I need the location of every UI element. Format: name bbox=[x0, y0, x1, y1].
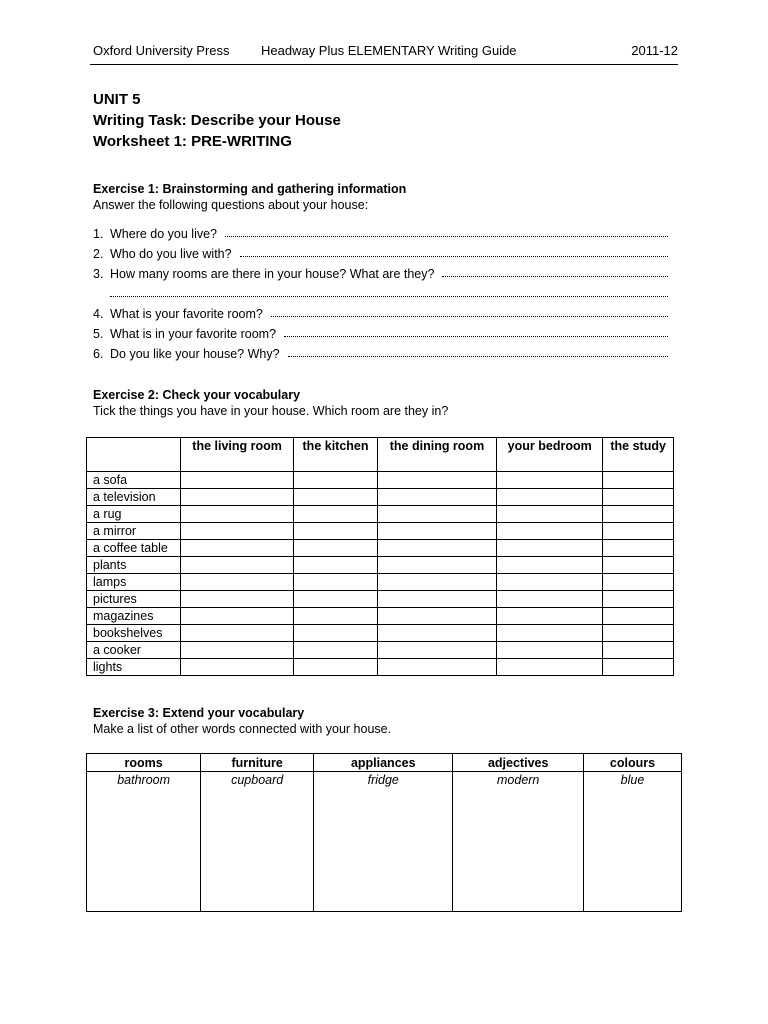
tick-cell[interactable] bbox=[294, 574, 378, 591]
tick-cell[interactable] bbox=[603, 591, 674, 608]
table-row bbox=[87, 659, 674, 676]
exercise3-instruction: Make a list of other words connected with your house. bbox=[93, 722, 392, 736]
table-row bbox=[87, 574, 674, 591]
tick-cell[interactable] bbox=[497, 608, 603, 625]
column-header: colours bbox=[583, 754, 681, 772]
item-label: a rug bbox=[87, 506, 181, 523]
question-number: 6. bbox=[93, 347, 104, 361]
tick-cell[interactable] bbox=[497, 540, 603, 557]
table-row bbox=[87, 591, 674, 608]
tick-cell[interactable] bbox=[377, 489, 496, 506]
column-header: the dining room bbox=[377, 438, 496, 472]
tick-cell[interactable] bbox=[181, 591, 294, 608]
question-text: Where do you live? bbox=[110, 227, 218, 241]
exercise3-header bbox=[93, 705, 391, 737]
tick-cell[interactable] bbox=[603, 540, 674, 557]
tick-cell[interactable] bbox=[497, 523, 603, 540]
tick-cell[interactable] bbox=[603, 625, 674, 642]
column-header: the living room bbox=[181, 438, 294, 472]
tick-cell[interactable] bbox=[603, 557, 674, 574]
tick-cell[interactable] bbox=[603, 659, 674, 676]
tick-cell[interactable] bbox=[377, 506, 496, 523]
column-header: your bedroom bbox=[497, 438, 603, 472]
table-row bbox=[87, 540, 674, 557]
tick-cell[interactable] bbox=[294, 489, 378, 506]
question-text: What is in your favorite room? bbox=[110, 327, 277, 341]
vocabulary-table bbox=[86, 437, 674, 676]
example-word: modern bbox=[497, 773, 540, 787]
tick-cell[interactable] bbox=[497, 642, 603, 659]
tick-cell[interactable] bbox=[603, 523, 674, 540]
tick-cell[interactable] bbox=[603, 574, 674, 591]
table-row bbox=[87, 642, 674, 659]
question-5 bbox=[93, 321, 668, 341]
column-header: the kitchen bbox=[294, 438, 378, 472]
tick-cell[interactable] bbox=[294, 642, 378, 659]
item-label: a coffee table bbox=[87, 540, 181, 557]
tick-cell[interactable] bbox=[294, 523, 378, 540]
tick-cell[interactable] bbox=[497, 506, 603, 523]
tick-cell[interactable] bbox=[377, 540, 496, 557]
exercise1-title: Exercise 1: Brainstorming and gathering information bbox=[93, 182, 407, 196]
column-header: furniture bbox=[201, 754, 314, 772]
question-number: 4. bbox=[93, 307, 104, 321]
tick-cell[interactable] bbox=[294, 659, 378, 676]
exercise3-title: Exercise 3: Extend your vocabulary bbox=[93, 706, 305, 720]
table-row bbox=[87, 506, 674, 523]
item-label: a cooker bbox=[87, 642, 181, 659]
tick-cell[interactable] bbox=[497, 472, 603, 489]
tick-cell[interactable] bbox=[377, 625, 496, 642]
tick-cell[interactable] bbox=[181, 506, 294, 523]
example-word: bathroom bbox=[117, 773, 171, 787]
tick-cell[interactable] bbox=[181, 642, 294, 659]
word-column[interactable] bbox=[87, 772, 201, 912]
question-number: 1. bbox=[93, 227, 104, 241]
tick-cell[interactable] bbox=[294, 591, 378, 608]
tick-cell[interactable] bbox=[294, 557, 378, 574]
tick-cell[interactable] bbox=[377, 472, 496, 489]
answer-line[interactable] bbox=[110, 295, 668, 297]
item-label: pictures bbox=[87, 591, 181, 608]
answer-line[interactable] bbox=[288, 355, 668, 357]
task-title: Writing Task: Describe your House bbox=[93, 112, 341, 129]
question-list bbox=[93, 221, 668, 361]
question-number: 2. bbox=[93, 247, 104, 261]
tick-cell[interactable] bbox=[497, 591, 603, 608]
item-label: lights bbox=[87, 659, 181, 676]
year-label: 2011-12 bbox=[631, 43, 678, 58]
tick-cell[interactable] bbox=[294, 625, 378, 642]
item-label: bookshelves bbox=[87, 625, 181, 642]
item-label: plants bbox=[87, 557, 181, 574]
table-row bbox=[87, 557, 674, 574]
tick-cell[interactable] bbox=[181, 659, 294, 676]
question-1 bbox=[93, 221, 668, 241]
tick-cell[interactable] bbox=[377, 574, 496, 591]
question-text: What is your favorite room? bbox=[110, 307, 263, 321]
tick-cell[interactable] bbox=[294, 540, 378, 557]
question-text: How many rooms are there in your house? What are they? bbox=[110, 267, 435, 281]
tick-cell[interactable] bbox=[294, 608, 378, 625]
exercise1-instruction: Answer the following questions about your house: bbox=[93, 198, 369, 212]
tick-cell[interactable] bbox=[181, 523, 294, 540]
column-header: adjectives bbox=[453, 754, 584, 772]
tick-cell[interactable] bbox=[603, 489, 674, 506]
tick-cell[interactable] bbox=[181, 574, 294, 591]
question-text: Who do you live with? bbox=[110, 247, 232, 261]
tick-cell[interactable] bbox=[181, 608, 294, 625]
answer-line[interactable] bbox=[442, 275, 668, 277]
table-row bbox=[87, 472, 674, 489]
tick-cell[interactable] bbox=[377, 557, 496, 574]
table-row bbox=[87, 608, 674, 625]
table-row bbox=[87, 489, 674, 506]
table-row bbox=[87, 523, 674, 540]
answer-line[interactable] bbox=[225, 235, 668, 237]
tick-cell[interactable] bbox=[377, 591, 496, 608]
tick-cell[interactable] bbox=[603, 472, 674, 489]
word-column[interactable] bbox=[314, 772, 453, 912]
item-label: lamps bbox=[87, 574, 181, 591]
table-row bbox=[87, 625, 674, 642]
item-label: a mirror bbox=[87, 523, 181, 540]
column-header: the study bbox=[603, 438, 674, 472]
tick-cell[interactable] bbox=[181, 489, 294, 506]
question-text: Do you like your house? Why? bbox=[110, 347, 280, 361]
tick-cell[interactable] bbox=[181, 472, 294, 489]
answer-line[interactable] bbox=[284, 335, 668, 337]
tick-cell[interactable] bbox=[377, 659, 496, 676]
tick-cell[interactable] bbox=[294, 506, 378, 523]
header-rule bbox=[90, 64, 678, 65]
answer-line[interactable] bbox=[240, 255, 668, 257]
title-block bbox=[93, 89, 341, 152]
tick-cell[interactable] bbox=[497, 557, 603, 574]
exercise2-instruction: Tick the things you have in your house. Which room are they in? bbox=[93, 404, 449, 418]
worksheet-title: Worksheet 1: PRE-WRITING bbox=[93, 133, 292, 150]
item-label: a sofa bbox=[87, 472, 181, 489]
tick-cell[interactable] bbox=[497, 489, 603, 506]
tick-cell[interactable] bbox=[377, 642, 496, 659]
column-header: appliances bbox=[314, 754, 453, 772]
corner-cell bbox=[87, 438, 181, 472]
tick-cell[interactable] bbox=[294, 472, 378, 489]
tick-cell[interactable] bbox=[497, 625, 603, 642]
word-list-body-row bbox=[87, 772, 682, 912]
question-3-continuation bbox=[93, 281, 668, 301]
page-header bbox=[93, 43, 678, 63]
column-header: rooms bbox=[87, 754, 201, 772]
tick-cell[interactable] bbox=[377, 523, 496, 540]
item-label: magazines bbox=[87, 608, 181, 625]
vocabulary-header-row bbox=[87, 438, 674, 472]
question-4 bbox=[93, 301, 668, 321]
word-column[interactable] bbox=[453, 772, 584, 912]
example-word: fridge bbox=[367, 773, 399, 787]
question-2 bbox=[93, 241, 668, 261]
book-title: Headway Plus ELEMENTARY Writing Guide bbox=[261, 43, 517, 58]
exercise2-header bbox=[93, 387, 448, 419]
tick-cell[interactable] bbox=[603, 642, 674, 659]
tick-cell[interactable] bbox=[181, 540, 294, 557]
tick-cell[interactable] bbox=[603, 506, 674, 523]
example-word: cupboard bbox=[231, 773, 284, 787]
answer-line[interactable] bbox=[271, 315, 668, 317]
tick-cell[interactable] bbox=[181, 557, 294, 574]
tick-cell[interactable] bbox=[603, 608, 674, 625]
exercise2-title: Exercise 2: Check your vocabulary bbox=[93, 388, 301, 402]
tick-cell[interactable] bbox=[377, 608, 496, 625]
question-number: 3. bbox=[93, 267, 104, 281]
question-3 bbox=[93, 261, 668, 281]
tick-cell[interactable] bbox=[497, 659, 603, 676]
word-column[interactable] bbox=[201, 772, 314, 912]
question-number: 5. bbox=[93, 327, 104, 341]
tick-cell[interactable] bbox=[181, 625, 294, 642]
exercise1-header bbox=[93, 181, 406, 213]
item-label: a television bbox=[87, 489, 181, 506]
tick-cell[interactable] bbox=[497, 574, 603, 591]
word-list-table bbox=[86, 753, 682, 912]
unit-title: UNIT 5 bbox=[93, 91, 141, 108]
word-column[interactable] bbox=[583, 772, 681, 912]
example-word: blue bbox=[620, 773, 645, 787]
question-6 bbox=[93, 341, 668, 361]
word-list-header-row bbox=[87, 754, 682, 772]
publisher-name: Oxford University Press bbox=[93, 43, 230, 58]
